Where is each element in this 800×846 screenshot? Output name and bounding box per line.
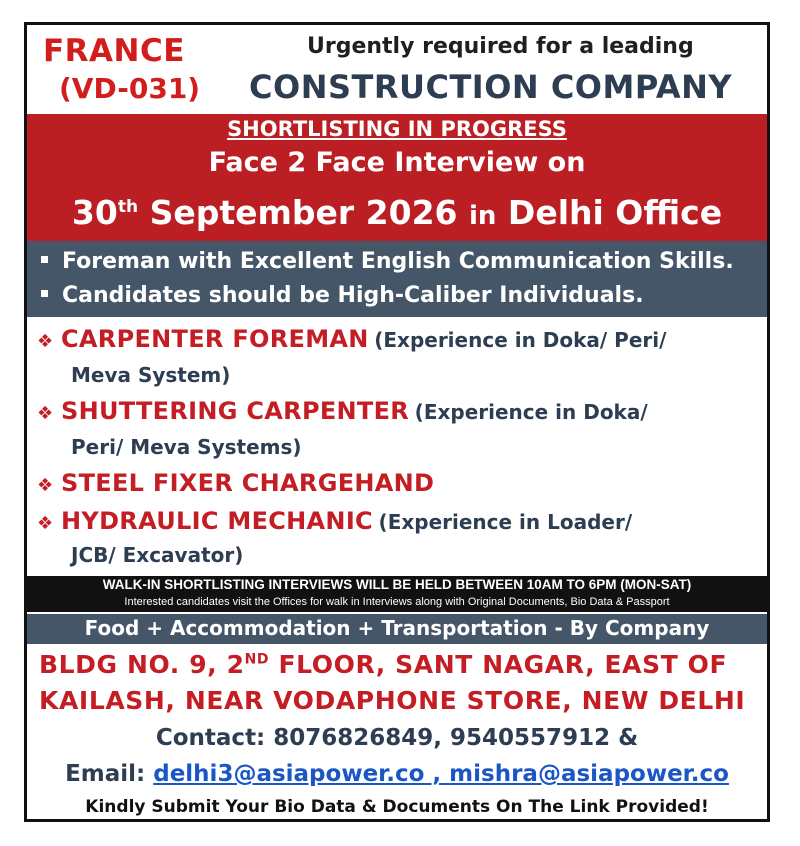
- email-label: Email:: [65, 761, 154, 787]
- position-title: STEEL FIXER CHARGEHAND: [61, 469, 435, 497]
- date-day: 30: [71, 193, 118, 232]
- job-poster: [24, 22, 770, 822]
- position-item: [37, 325, 759, 353]
- interview-place: Delhi Office: [507, 193, 723, 232]
- contact-numbers: Contact: 8076826849, 9540557912 &: [155, 725, 639, 751]
- date-suffix: th: [117, 197, 139, 217]
- date-month-year: September 2026: [149, 193, 458, 232]
- bullet-square-icon: [41, 256, 48, 263]
- vacancy-code: (VD-031): [59, 72, 201, 105]
- position-item: [37, 469, 759, 497]
- position-experience: (Experience in Loader/: [378, 510, 633, 534]
- diamond-bullet-icon: ❖: [37, 475, 54, 496]
- address-line-2: KAILASH, NEAR VODAPHONE STORE, NEW DELHI: [39, 686, 746, 715]
- position-item: [37, 507, 759, 535]
- email-separator: ,: [424, 761, 450, 787]
- position-title: HYDRAULIC MECHANIC: [61, 507, 373, 535]
- position-experience-cont: JCB/ Excavator): [71, 543, 244, 567]
- bullet-square-icon: [41, 290, 48, 297]
- interview-date: [27, 193, 767, 232]
- urgent-tagline: Urgently required for a leading: [307, 34, 694, 59]
- submit-instruction: Kindly Submit Your Bio Data & Documents On The Link Provided!: [85, 797, 709, 817]
- company-heading: CONSTRUCTION COMPANY: [249, 68, 733, 106]
- date-in-word: in: [469, 201, 497, 231]
- diamond-bullet-icon: ❖: [37, 403, 54, 424]
- position-experience: (Experience in Doka/: [414, 400, 648, 424]
- diamond-bullet-icon: ❖: [37, 513, 54, 534]
- address-line-1: BLDG NO. 9, 2ND FLOOR, SANT NAGAR, EAST OF: [39, 650, 728, 679]
- walkin-instructions: Interested candidates visit the Offices for walk in Interviews along with Original Documents, Bio Data & Passport: [124, 596, 670, 608]
- email-link-mishra[interactable]: mishra@asiapower.co: [449, 761, 729, 787]
- requirement-item: Candidates should be High-Caliber Individuals.: [41, 283, 644, 308]
- walkin-schedule: WALK-IN SHORTLISTING INTERVIEWS WILL BE HELD BETWEEN 10AM TO 6PM (MON-SAT): [102, 577, 692, 592]
- benefits-text: Food + Accommodation + Transportation - By Company: [84, 616, 710, 640]
- country-title: FRANCE: [43, 33, 185, 69]
- interview-heading: Face 2 Face Interview on: [208, 147, 586, 178]
- email-link-delhi3[interactable]: delhi3@asiapower.co: [153, 761, 425, 787]
- position-experience: (Experience in Doka/ Peri/: [374, 328, 667, 352]
- diamond-bullet-icon: ❖: [37, 331, 54, 352]
- position-item: [37, 397, 759, 425]
- position-title: CARPENTER FOREMAN: [61, 325, 369, 353]
- contact-email: [27, 761, 767, 787]
- position-experience-cont: Peri/ Meva Systems): [71, 435, 302, 459]
- position-title: SHUTTERING CARPENTER: [61, 397, 410, 425]
- requirement-item: Foreman with Excellent English Communication Skills.: [41, 249, 734, 274]
- position-experience-cont: Meva System): [71, 363, 231, 387]
- shortlisting-status: SHORTLISTING IN PROGRESS: [227, 117, 567, 141]
